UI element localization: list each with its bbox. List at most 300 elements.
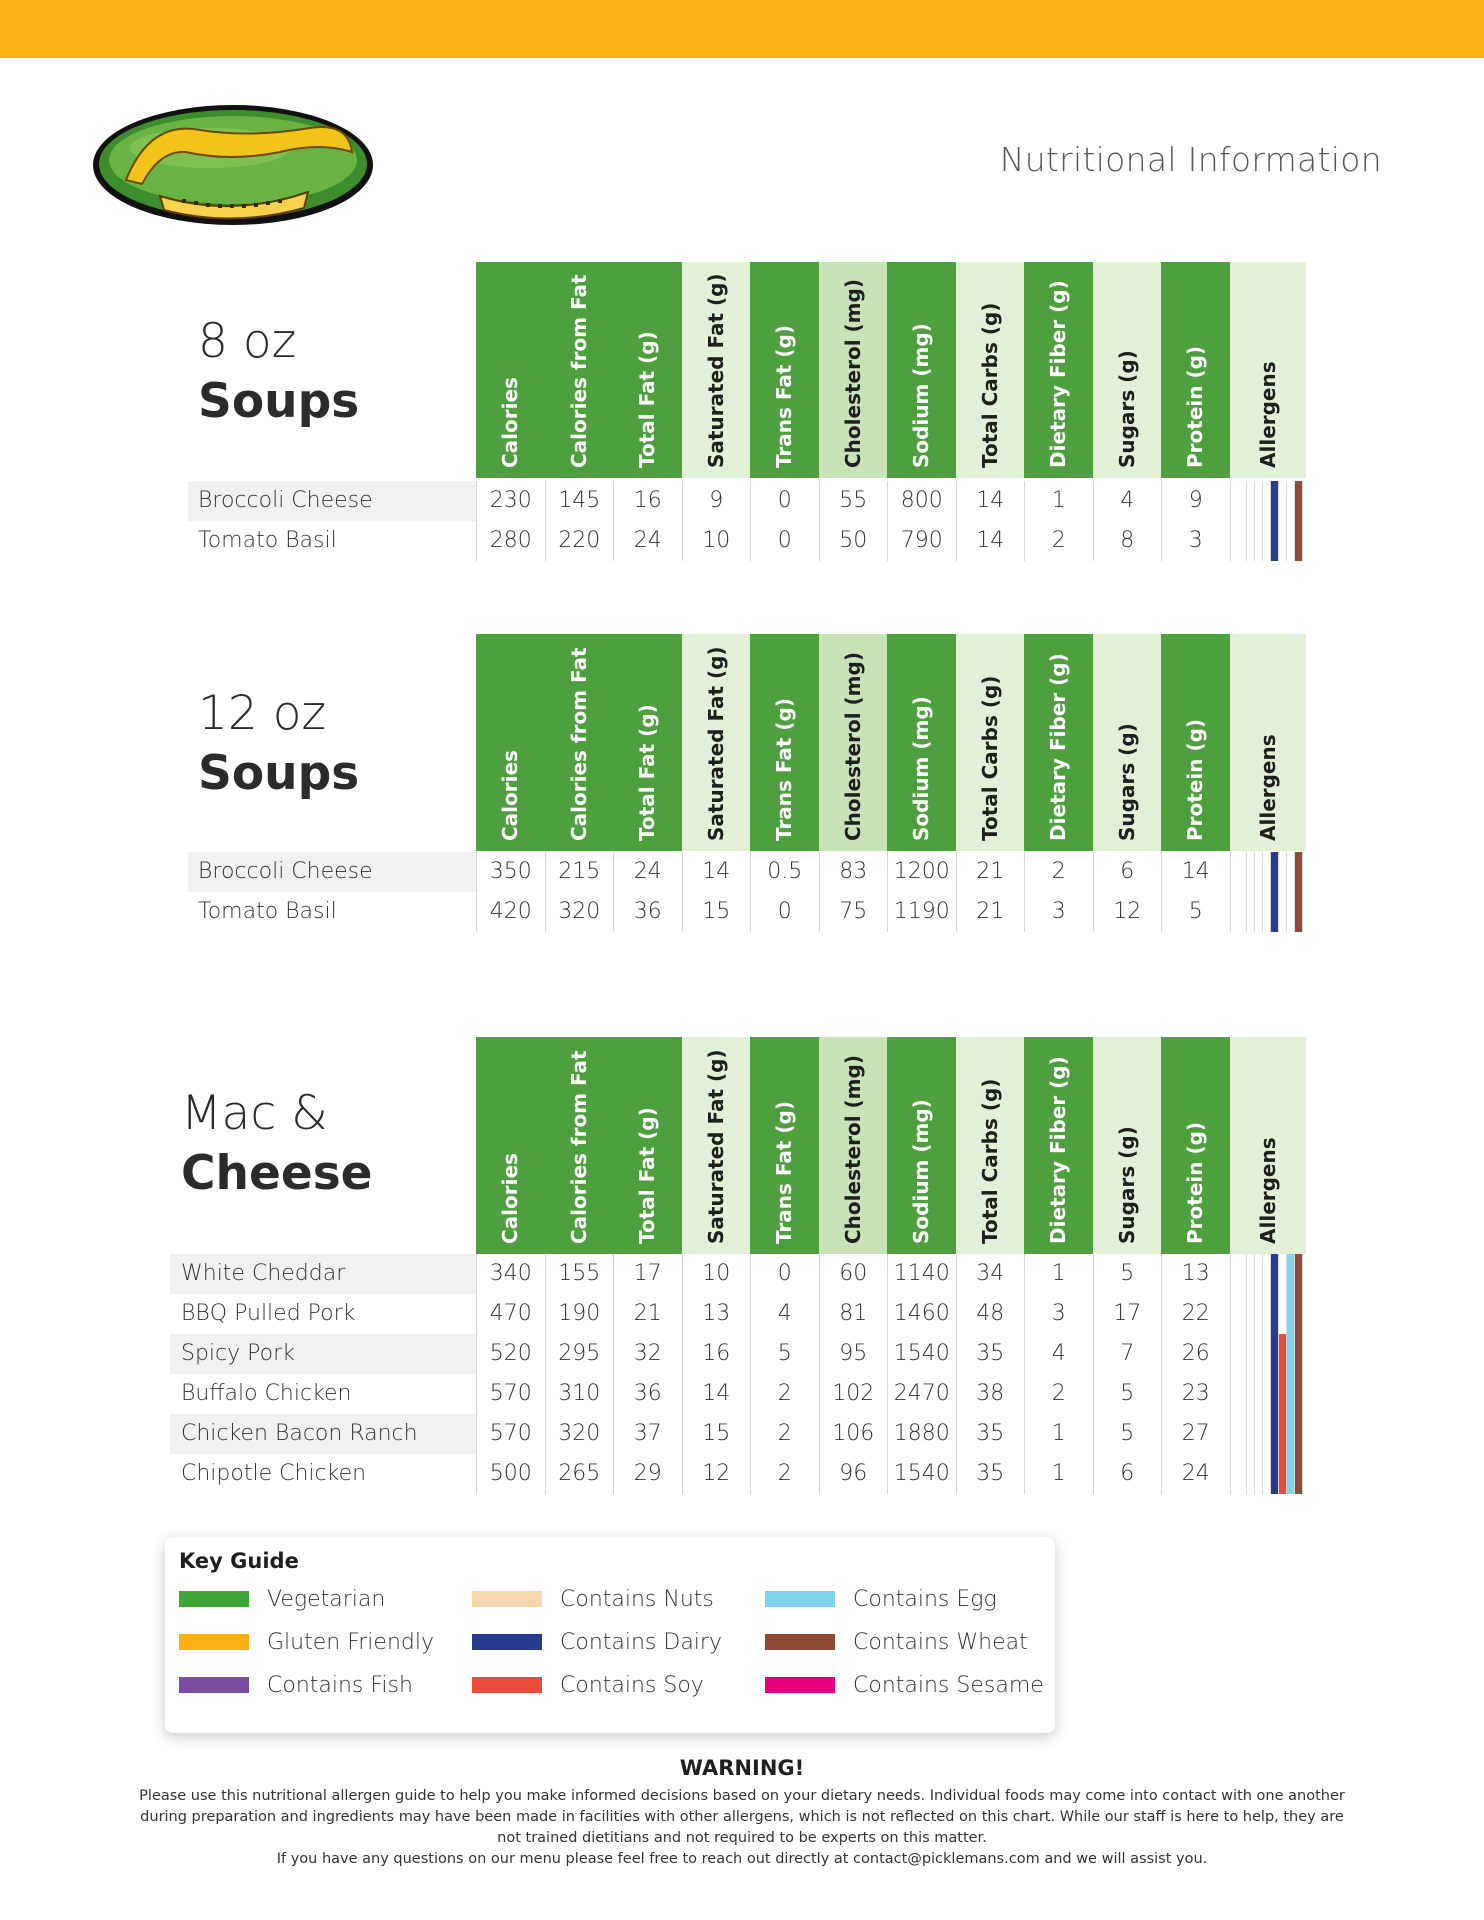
allergen-stripe (1287, 1374, 1295, 1414)
nutrition-value: 48 (956, 1294, 1025, 1334)
nutrition-value: 17 (613, 1254, 682, 1294)
allergen-stripe (1247, 1294, 1255, 1334)
column-header (1024, 262, 1093, 478)
section-heading-size: 12 oz (198, 686, 327, 741)
nutrition-value: 155 (545, 1254, 614, 1294)
nutrition-value: 35 (956, 1414, 1025, 1454)
allergen-stripe (1279, 852, 1287, 892)
column-header-label: Allergens (1255, 361, 1280, 468)
column-header (682, 1037, 751, 1254)
nutrition-value: 570 (476, 1374, 545, 1414)
key-color-swatch (179, 1591, 249, 1607)
column-header-label: Protein (g) (1183, 718, 1208, 841)
key-color-swatch (765, 1634, 835, 1650)
column-header-label: Dietary Fiber (g) (1046, 1056, 1071, 1244)
allergen-stripe (1271, 481, 1279, 521)
column-header (476, 634, 545, 851)
column-header (1161, 634, 1230, 851)
nutrition-value: 36 (613, 892, 682, 932)
nutrition-value: 12 (682, 1454, 751, 1494)
allergen-stripe (1271, 1374, 1279, 1414)
column-header (476, 262, 545, 478)
nutrition-value: 5 (1093, 1374, 1162, 1414)
column-header-label: Trans Fat (g) (772, 697, 797, 841)
column-header-label: Sodium (mg) (909, 696, 934, 841)
allergen-stripe (1287, 1294, 1295, 1334)
allergen-stripe (1247, 481, 1255, 521)
column-header (887, 634, 956, 851)
nutrition-value: 295 (545, 1334, 614, 1374)
allergen-stripe (1247, 852, 1255, 892)
row-values (476, 852, 1306, 892)
allergen-stripe (1295, 892, 1303, 932)
key-label: Contains Dairy (560, 1629, 722, 1655)
row-values (476, 1334, 1306, 1374)
allergen-stripe (1295, 521, 1303, 561)
column-header (819, 1037, 888, 1254)
nutrition-value: 14 (682, 852, 751, 892)
nutrition-value: 106 (819, 1414, 888, 1454)
section-heading (198, 686, 360, 801)
key-item (765, 1584, 997, 1614)
allergen-stripe (1247, 521, 1255, 561)
column-header-label: Dietary Fiber (g) (1046, 280, 1071, 468)
nutrition-value: 14 (1161, 852, 1230, 892)
column-header (613, 634, 682, 851)
allergen-stripe (1287, 1414, 1295, 1454)
nutrition-value: 60 (819, 1254, 888, 1294)
nutrition-value: 21 (956, 852, 1025, 892)
table-row (170, 1454, 1210, 1494)
table-row (170, 1414, 1210, 1454)
nutrition-value: 10 (682, 521, 751, 561)
key-label: Contains Sesame (853, 1672, 1044, 1698)
nutrition-value: 36 (613, 1374, 682, 1414)
nutrition-value: 1460 (887, 1294, 956, 1334)
section-heading-size: Mac & (181, 1086, 328, 1141)
allergen-stripe (1247, 1334, 1255, 1374)
allergen-stripe (1271, 1454, 1279, 1494)
nutrition-value: 13 (682, 1294, 751, 1334)
row-values (476, 1294, 1306, 1334)
allergen-stripe (1279, 892, 1287, 932)
allergen-stripe (1271, 521, 1279, 561)
nutrition-value: 320 (545, 1414, 614, 1454)
nutrition-value: 14 (682, 1374, 751, 1414)
allergen-cell (1230, 852, 1306, 892)
column-header-label: Cholesterol (mg) (840, 279, 865, 468)
nutrition-value: 16 (613, 481, 682, 521)
allergen-stripe (1287, 1454, 1295, 1494)
table-row (170, 1334, 1210, 1374)
table-header (476, 634, 1306, 851)
column-header (1230, 262, 1306, 478)
nutrition-value: 520 (476, 1334, 545, 1374)
allergen-stripe (1279, 1374, 1287, 1414)
column-header-label: Calories from Fat (566, 1050, 591, 1244)
column-header (1230, 1037, 1306, 1254)
nutrition-value: 1 (1024, 1414, 1093, 1454)
allergen-stripe (1263, 481, 1271, 521)
nutrition-value: 340 (476, 1254, 545, 1294)
key-color-swatch (472, 1591, 542, 1607)
column-header (682, 634, 751, 851)
allergen-stripe (1255, 1254, 1263, 1294)
nutrition-value: 38 (956, 1374, 1025, 1414)
nutrition-value: 2 (750, 1374, 819, 1414)
column-header-label: Sugars (g) (1114, 723, 1139, 841)
key-label: Contains Nuts (560, 1586, 714, 1612)
allergen-stripe (1263, 1454, 1271, 1494)
row-values (476, 1374, 1306, 1414)
allergen-stripe (1279, 1294, 1287, 1334)
allergen-stripe (1287, 521, 1295, 561)
allergen-stripe (1287, 1254, 1295, 1294)
key-label: Contains Fish (267, 1672, 413, 1698)
warning-text (130, 1786, 1354, 1870)
section-heading (198, 314, 360, 429)
column-header-label: Total Carbs (g) (977, 675, 1002, 841)
row-values (476, 892, 1306, 932)
nutrition-value: 32 (613, 1334, 682, 1374)
nutrition-value: 350 (476, 852, 545, 892)
allergen-cell (1230, 1414, 1306, 1454)
table-row (188, 521, 1203, 561)
nutrition-value: 500 (476, 1454, 545, 1494)
column-header-label: Total Carbs (g) (977, 302, 1002, 468)
allergen-stripe (1239, 1414, 1247, 1454)
nutrition-value: 0 (750, 481, 819, 521)
key-item (472, 1670, 704, 1700)
nutrition-value: 102 (819, 1374, 888, 1414)
row-values (476, 1454, 1306, 1494)
column-header-label: Sodium (mg) (909, 323, 934, 468)
section-heading-category: Soups (198, 746, 360, 801)
top-accent-bar (0, 0, 1484, 58)
nutrition-value: 17 (1093, 1294, 1162, 1334)
nutrition-value: 4 (1093, 481, 1162, 521)
nutrition-value: 1190 (887, 892, 956, 932)
column-header-label: Saturated Fat (g) (703, 646, 728, 841)
nutrition-value: 800 (887, 481, 956, 521)
table-row (170, 1254, 1210, 1294)
row-values (476, 1254, 1306, 1294)
allergen-stripe (1255, 521, 1263, 561)
column-header (819, 262, 888, 478)
section-heading-size: 8 oz (198, 314, 297, 369)
nutrition-value: 35 (956, 1334, 1025, 1374)
item-name: Tomato Basil (198, 899, 337, 924)
key-item (179, 1584, 385, 1614)
column-header-label: Sugars (g) (1114, 350, 1139, 468)
allergen-stripe (1287, 481, 1295, 521)
section-heading (181, 1086, 373, 1201)
nutrition-value: 2470 (887, 1374, 956, 1414)
allergen-stripe (1255, 481, 1263, 521)
column-header-label: Sodium (mg) (909, 1099, 934, 1244)
column-header-label: Calories from Fat (566, 647, 591, 841)
nutrition-value: 2 (750, 1454, 819, 1494)
nutrition-value: 24 (613, 852, 682, 892)
nutrition-value: 75 (819, 892, 888, 932)
nutrition-value: 6 (1093, 852, 1162, 892)
nutrition-value: 6 (1093, 1454, 1162, 1494)
allergen-cell (1230, 481, 1306, 521)
table-row (170, 1294, 1210, 1334)
allergen-stripe (1239, 892, 1247, 932)
table-row (188, 852, 1210, 892)
column-header-label: Cholesterol (mg) (840, 652, 865, 841)
nutrition-value: 50 (819, 521, 888, 561)
column-header (1161, 1037, 1230, 1254)
nutrition-value: 2 (1024, 521, 1093, 561)
allergen-stripe (1295, 1334, 1303, 1374)
column-header (1093, 1037, 1162, 1254)
column-header (750, 262, 819, 478)
allergen-stripe (1255, 1454, 1263, 1494)
column-header (682, 262, 751, 478)
nutrition-value: 8 (1093, 521, 1162, 561)
nutrition-value: 34 (956, 1254, 1025, 1294)
nutrition-value: 1140 (887, 1254, 956, 1294)
nutrition-value: 190 (545, 1294, 614, 1334)
nutrition-value: 310 (545, 1374, 614, 1414)
nutrition-value: 1200 (887, 852, 956, 892)
nutrition-value: 2 (1024, 852, 1093, 892)
allergen-cell (1230, 1374, 1306, 1414)
allergen-stripe (1239, 1334, 1247, 1374)
column-header-label: Protein (g) (1183, 345, 1208, 468)
key-label: Contains Egg (853, 1586, 997, 1612)
item-name: White Cheddar (181, 1261, 346, 1286)
key-label: Vegetarian (267, 1586, 386, 1612)
nutrition-value: 3 (1024, 1294, 1093, 1334)
nutrition-value: 10 (682, 1254, 751, 1294)
allergen-stripe (1279, 1454, 1287, 1494)
column-header-label: Allergens (1255, 1137, 1280, 1244)
key-item (765, 1670, 1044, 1700)
column-header-label: Trans Fat (g) (772, 1100, 797, 1244)
nutrition-value: 7 (1093, 1334, 1162, 1374)
column-header-label: Total Fat (g) (635, 704, 660, 841)
column-header-label: Calories (498, 750, 523, 841)
nutrition-value: 5 (750, 1334, 819, 1374)
column-header (956, 1037, 1025, 1254)
column-header (1024, 1037, 1093, 1254)
nutrition-value: 96 (819, 1454, 888, 1494)
allergen-stripe (1239, 521, 1247, 561)
allergen-stripe (1271, 1414, 1279, 1454)
nutrition-value: 145 (545, 481, 614, 521)
column-header (545, 1037, 614, 1254)
nutrition-value: 24 (1161, 1454, 1230, 1494)
column-header (545, 634, 614, 851)
row-values (476, 521, 1306, 561)
allergen-stripe (1295, 1374, 1303, 1414)
nutrition-value: 95 (819, 1334, 888, 1374)
allergen-cell (1230, 1454, 1306, 1494)
section-heading-category: Cheese (181, 1146, 373, 1201)
nutrition-value: 2 (1024, 1374, 1093, 1414)
column-header (819, 634, 888, 851)
nutrition-value: 4 (750, 1294, 819, 1334)
table-header (476, 262, 1306, 478)
allergen-stripe (1263, 1334, 1271, 1374)
section-heading-category: Soups (198, 374, 360, 429)
allergen-stripe (1255, 1294, 1263, 1334)
key-item (472, 1627, 722, 1657)
nutrition-value: 37 (613, 1414, 682, 1454)
nutrition-value: 27 (1161, 1414, 1230, 1454)
column-header (956, 262, 1025, 478)
allergen-stripe (1279, 1254, 1287, 1294)
allergen-cell (1230, 521, 1306, 561)
allergen-stripe (1279, 521, 1287, 561)
allergen-stripe (1287, 1334, 1295, 1374)
column-header-label: Calories from Fat (566, 274, 591, 468)
key-item (179, 1670, 413, 1700)
nutrition-value: 1 (1024, 481, 1093, 521)
key-color-swatch (765, 1591, 835, 1607)
allergen-stripe (1295, 1454, 1303, 1494)
allergen-stripe (1239, 1254, 1247, 1294)
key-guide (165, 1537, 1055, 1733)
nutrition-value: 2 (750, 1414, 819, 1454)
key-guide-title: Key Guide (179, 1549, 299, 1573)
nutrition-value: 3 (1024, 892, 1093, 932)
nutrition-value: 215 (545, 852, 614, 892)
nutrition-value: 420 (476, 892, 545, 932)
nutrition-value: 55 (819, 481, 888, 521)
nutrition-value: 570 (476, 1414, 545, 1454)
nutrition-value: 470 (476, 1294, 545, 1334)
allergen-stripe (1271, 892, 1279, 932)
column-header (1230, 634, 1306, 851)
allergen-stripe (1287, 892, 1295, 932)
nutrition-value: 23 (1161, 1374, 1230, 1414)
column-header (476, 1037, 545, 1254)
allergen-stripe (1255, 1414, 1263, 1454)
nutrition-value: 81 (819, 1294, 888, 1334)
nutrition-value: 3 (1161, 521, 1230, 561)
allergen-stripe (1247, 1414, 1255, 1454)
allergen-stripe (1295, 852, 1303, 892)
nutrition-value: 230 (476, 481, 545, 521)
column-header-label: Total Carbs (g) (977, 1078, 1002, 1244)
item-name: Chicken Bacon Ranch (181, 1421, 418, 1446)
key-label: Contains Soy (560, 1672, 704, 1698)
picklemans-logo (90, 100, 376, 230)
allergen-stripe (1255, 1374, 1263, 1414)
nutrition-value: 29 (613, 1454, 682, 1494)
nutrition-value: 320 (545, 892, 614, 932)
nutrition-value: 15 (682, 1414, 751, 1454)
nutrition-value: 4 (1024, 1334, 1093, 1374)
allergen-stripe (1247, 1374, 1255, 1414)
allergen-stripe (1295, 1254, 1303, 1294)
allergen-stripe (1271, 1254, 1279, 1294)
allergen-cell (1230, 1334, 1306, 1374)
nutrition-value: 35 (956, 1454, 1025, 1494)
allergen-stripe (1263, 1294, 1271, 1334)
key-color-swatch (179, 1677, 249, 1693)
allergen-stripe (1239, 481, 1247, 521)
column-header (750, 1037, 819, 1254)
allergen-stripe (1295, 481, 1303, 521)
allergen-stripe (1287, 852, 1295, 892)
row-values (476, 481, 1306, 521)
nutrition-value: 9 (1161, 481, 1230, 521)
column-header (613, 262, 682, 478)
column-header-label: Saturated Fat (g) (703, 273, 728, 468)
allergen-stripe (1271, 1334, 1279, 1374)
nutrition-value: 1540 (887, 1454, 956, 1494)
warning-title: WARNING! (679, 1756, 805, 1780)
table-header (476, 1037, 1306, 1254)
column-header (1024, 634, 1093, 851)
allergen-stripe (1239, 1374, 1247, 1414)
item-name: Spicy Pork (181, 1341, 295, 1366)
allergen-stripe (1279, 1334, 1287, 1374)
nutrition-value: 0 (750, 1254, 819, 1294)
nutrition-value: 13 (1161, 1254, 1230, 1294)
allergen-stripe (1239, 1454, 1247, 1494)
column-header-label: Total Fat (g) (635, 1107, 660, 1244)
column-header (887, 1037, 956, 1254)
nutrition-value: 1880 (887, 1414, 956, 1454)
column-header-label: Allergens (1255, 734, 1280, 841)
column-header-label: Saturated Fat (g) (703, 1049, 728, 1244)
key-item (765, 1627, 1028, 1657)
key-item (472, 1584, 714, 1614)
nutrition-value: 21 (956, 892, 1025, 932)
nutrition-value: 15 (682, 892, 751, 932)
item-name: Tomato Basil (198, 528, 337, 553)
allergen-stripe (1263, 892, 1271, 932)
nutrition-value: 5 (1093, 1414, 1162, 1454)
item-name: Broccoli Cheese (198, 859, 373, 884)
key-color-swatch (179, 1634, 249, 1650)
allergen-cell (1230, 1294, 1306, 1334)
column-header-label: Trans Fat (g) (772, 324, 797, 468)
item-name: BBQ Pulled Pork (181, 1301, 356, 1326)
nutrition-value: 14 (956, 481, 1025, 521)
item-name: Buffalo Chicken (181, 1381, 352, 1406)
nutrition-value: 0 (750, 521, 819, 561)
nutrition-value: 1 (1024, 1254, 1093, 1294)
nutrition-value: 21 (613, 1294, 682, 1334)
allergen-stripe (1255, 1334, 1263, 1374)
nutrition-value: 265 (545, 1454, 614, 1494)
allergen-stripe (1247, 1254, 1255, 1294)
allergen-stripe (1263, 852, 1271, 892)
nutrition-value: 83 (819, 852, 888, 892)
column-header (1093, 262, 1162, 478)
column-header-label: Total Fat (g) (635, 331, 660, 468)
allergen-stripe (1239, 1294, 1247, 1334)
key-item (179, 1627, 434, 1657)
nutrition-value: 22 (1161, 1294, 1230, 1334)
warning-contact: If you have any questions on our menu please feel free to reach out directly at contact@picklemans.com and we will assist you. (276, 1851, 1208, 1867)
nutrition-value: 24 (613, 521, 682, 561)
column-header (956, 634, 1025, 851)
allergen-stripe (1295, 1414, 1303, 1454)
table-row (170, 1374, 1210, 1414)
warning-paragraph: Please use this nutritional allergen guide to help you make informed decisions based on your dietary needs. Individual foods may come into contact with one another during preparation and ingredients may have been made in facilities with other allergens, which is not reflected on this chart. While our staff is here to help, they are not trained dietitians and not required to be experts on this matter. (139, 1788, 1345, 1846)
nutrition-value: 16 (682, 1334, 751, 1374)
key-label: Gluten Friendly (267, 1629, 434, 1655)
allergen-stripe (1295, 1294, 1303, 1334)
